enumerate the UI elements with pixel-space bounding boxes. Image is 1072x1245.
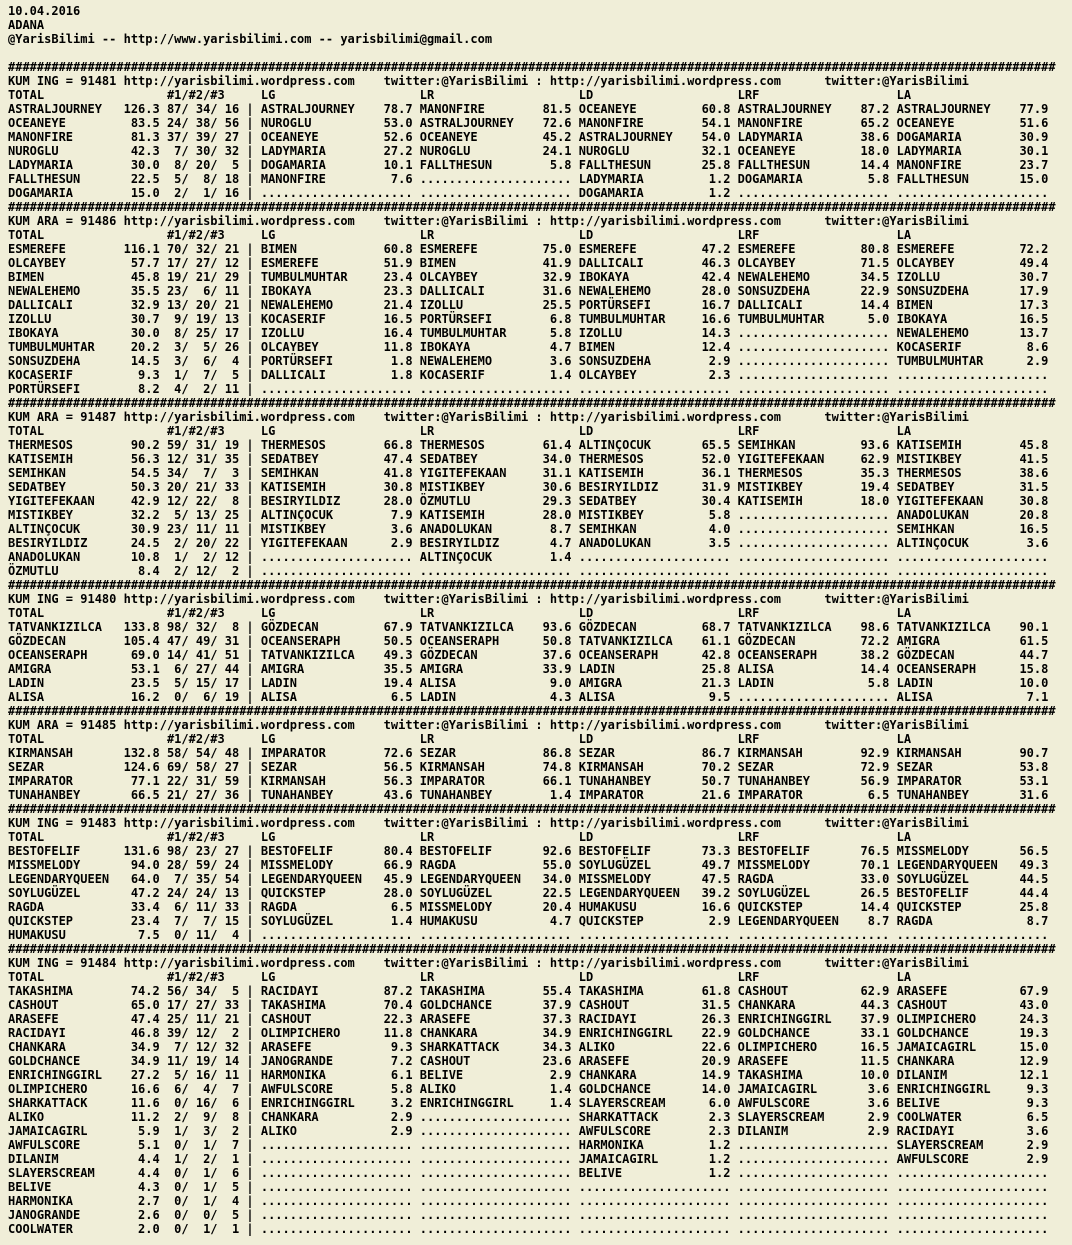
table-row: ASTRALJOURNEY 126.3 87/ 34/ 16 | ASTRALJOURNEY 78.7 MANONFIRE 81.5 OCEANEYE 60.8 ASTRALJOURNEY 87.2 ASTRALJOURNEY 77.9 <box>8 102 1056 116</box>
table-row: LADYMARIA 30.0 8/ 20/ 5 | DOGAMARIA 10.1 FALLTHESUN 5.8 FALLTHESUN 25.8 FALLTHESUN 14.4 MANONFIRE 23.7 <box>8 158 1056 172</box>
table-row: ESMEREFE 116.1 70/ 32/ 21 | BIMEN 60.8 ESMEREFE 75.0 ESMEREFE 47.2 ESMEREFE 80.8 ESMEREFE 72.2 <box>8 242 1056 256</box>
table-row: MANONFIRE 81.3 37/ 39/ 27 | OCEANEYE 52.6 OCEANEYE 45.2 ASTRALJOURNEY 54.0 LADYMARIA 38.6 DOGAMARIA 30.9 <box>8 130 1056 144</box>
table-row: OLCAYBEY 57.7 17/ 27/ 12 | ESMEREFE 51.9 BIMEN 41.9 DALLICALI 46.3 OLCAYBEY 71.5 OLCAYBEY 49.4 <box>8 256 1056 270</box>
table-row: SEZAR 124.6 69/ 58/ 27 | SEZAR 56.5 KIRMANSAH 74.8 KIRMANSAH 70.2 SEZAR 72.9 SEZAR 53.8 <box>8 760 1056 774</box>
sections-container <box>8 60 1072 1236</box>
table-row: YIGITEFEKAAN 42.9 12/ 22/ 8 | BESIRYILDIZ 28.0 ÖZMUTLU 29.3 SEDATBEY 30.4 KATISEMIH 18.0 YIGITEFEKAAN 30.8 <box>8 494 1056 508</box>
table-row: JANOGRANDE 2.6 0/ 0/ 5 | ..................... ..................... ..................... ..................... ..................... <box>8 1208 1056 1222</box>
table-row: KATISEMIH 56.3 12/ 31/ 35 | SEDATBEY 47.4 SEDATBEY 34.0 THERMESOS 52.0 YIGITEFEKAAN 62.9 MISTIKBEY 41.5 <box>8 452 1056 466</box>
table-row: BELIVE 4.3 0/ 1/ 5 | ..................... ..................... ..................... ..................... ..................... <box>8 1180 1056 1194</box>
table-row: RACIDAYI 46.8 39/ 12/ 2 | OLIMPICHERO 11.8 CHANKARA 34.9 ENRICHINGGIRL 22.9 GOLDCHANCE 33.1 GOLDCHANCE 19.3 <box>8 1026 1056 1040</box>
table-row: OCEANSERAPH 69.0 14/ 41/ 51 | TATVANKIZILCA 49.3 GÖZDECAN 37.6 OCEANSERAPH 42.8 OCEANSERAPH 38.2 GÖZDECAN 44.7 <box>8 648 1056 662</box>
table-row: TUNAHANBEY 66.5 21/ 27/ 36 | TUNAHANBEY 43.6 TUNAHANBEY 1.4 IMPARATOR 21.6 IMPARATOR 6.5 TUNAHANBEY 31.6 <box>8 788 1056 802</box>
section-separator: ################################################################################################################################################# <box>8 802 1056 816</box>
section-separator: ################################################################################################################################################# <box>8 704 1056 718</box>
section-title: KUM ING = 91481 http://yarisbilimi.wordpress.com twitter:@YarisBilimi : http://yarisbilimi.wordpress.com twitter:@YarisBilimi <box>8 74 969 88</box>
section-title: KUM ARA = 91485 http://yarisbilimi.wordpress.com twitter:@YarisBilimi : http://yarisbilimi.wordpress.com twitter:@YarisBilimi <box>8 718 969 732</box>
section-separator: ################################################################################################################################################# <box>8 578 1056 592</box>
table-row: LEGENDARYQUEEN 64.0 7/ 35/ 54 | LEGENDARYQUEEN 45.9 LEGENDARYQUEEN 34.0 MISSMELODY 47.5 RAGDA 33.0 SOYLUGÜZEL 44.5 <box>8 872 1056 886</box>
blank-line <box>8 46 1072 60</box>
section-title: KUM ARA = 91486 http://yarisbilimi.wordpress.com twitter:@YarisBilimi : http://yarisbilimi.wordpress.com twitter:@YarisBilimi <box>8 214 969 228</box>
table-row: GOLDCHANCE 34.9 11/ 19/ 14 | JANOGRANDE 7.2 CASHOUT 23.6 ARASEFE 20.9 ARASEFE 11.5 CHANKARA 12.9 <box>8 1054 1056 1068</box>
section-title: KUM ING = 91480 http://yarisbilimi.wordpress.com twitter:@YarisBilimi : http://yarisbilimi.wordpress.com twitter:@YarisBilimi <box>8 592 969 606</box>
table-row: JAMAICAGIRL 5.9 1/ 3/ 2 | ALIKO 2.9 ..................... AWFULSCORE 2.3 DILANIM 2.9 RACIDAYI 3.6 <box>8 1124 1056 1138</box>
report-location: ADANA <box>8 18 45 32</box>
table-row: IZOLLU 30.7 9/ 19/ 13 | KOCASERIF 16.5 PORTÜRSEFI 6.8 TUMBULMUHTAR 16.6 TUMBULMUHTAR 5.0 IBOKAYA 16.5 <box>8 312 1056 326</box>
table-row: AMIGRA 53.1 6/ 27/ 44 | AMIGRA 35.5 AMIGRA 33.9 LADIN 25.8 ALISA 14.4 OCEANSERAPH 15.8 <box>8 662 1056 676</box>
table-row: GÖZDECAN 105.4 47/ 49/ 31 | OCEANSERAPH 50.5 OCEANSERAPH 50.8 TATVANKIZILCA 61.1 GÖZDECAN 72.2 AMIGRA 61.5 <box>8 634 1056 648</box>
table-row: BESTOFELIF 131.6 98/ 23/ 27 | BESTOFELIF 80.4 BESTOFELIF 92.6 BESTOFELIF 73.3 BESTOFELIF 76.5 MISSMELODY 56.5 <box>8 844 1056 858</box>
table-row: FALLTHESUN 22.5 5/ 8/ 18 | MANONFIRE 7.6 ..................... LADYMARIA 1.2 DOGAMARIA 5.8 FALLTHESUN 15.0 <box>8 172 1056 186</box>
table-row: PORTÜRSEFI 8.2 4/ 2/ 11 | ..................... ..................... ..................... ..................... ..................... <box>8 382 1056 396</box>
table-row: TATVANKIZILCA 133.8 98/ 32/ 8 | GÖZDECAN 67.9 TATVANKIZILCA 93.6 GÖZDECAN 68.7 TATVANKIZILCA 98.6 TATVANKIZILCA 90.1 <box>8 620 1056 634</box>
section-separator: ################################################################################################################################################# <box>8 200 1056 214</box>
section-title: KUM ING = 91483 http://yarisbilimi.wordpress.com twitter:@YarisBilimi : http://yarisbilimi.wordpress.com twitter:@YarisBilimi <box>8 816 969 830</box>
column-header: TOTAL #1/#2/#3 LG LR LD LRF LA <box>8 732 912 746</box>
column-header: TOTAL #1/#2/#3 LG LR LD LRF LA <box>8 830 912 844</box>
table-row: SOYLUGÜZEL 47.2 24/ 24/ 13 | QUICKSTEP 28.0 SOYLUGÜZEL 22.5 LEGENDARYQUEEN 39.2 SOYLUGÜZEL 26.5 BESTOFELIF 44.4 <box>8 886 1056 900</box>
table-row: RAGDA 33.4 6/ 11/ 33 | RAGDA 6.5 MISSMELODY 20.4 HUMAKUSU 16.6 QUICKSTEP 14.4 QUICKSTEP 25.8 <box>8 900 1056 914</box>
table-row: HUMAKUSU 7.5 0/ 11/ 4 | ..................... ..................... ..................... ..................... ..................... <box>8 928 1056 942</box>
section-separator: ################################################################################################################################################# <box>8 60 1056 74</box>
table-row: LADIN 23.5 5/ 15/ 17 | LADIN 19.4 ALISA 9.0 AMIGRA 21.3 LADIN 5.8 LADIN 10.0 <box>8 676 1056 690</box>
table-row: IBOKAYA 30.0 8/ 25/ 17 | IZOLLU 16.4 TUMBULMUHTAR 5.8 IZOLLU 14.3 ..................... NEWALEHEMO 13.7 <box>8 326 1056 340</box>
table-row: SLAYERSCREAM 4.4 0/ 1/ 6 | ..................... ..................... BELIVE 1.2 ..................... ..................... <box>8 1166 1056 1180</box>
table-row: ALISA 16.2 0/ 6/ 19 | ALISA 6.5 LADIN 4.3 ALISA 9.5 ..................... ALISA 7.1 <box>8 690 1056 704</box>
table-row: CHANKARA 34.9 7/ 12/ 32 | ARASEFE 9.3 SHARKATTACK 34.3 ALIKO 22.6 OLIMPICHERO 16.5 JAMAICAGIRL 15.0 <box>8 1040 1056 1054</box>
column-header: TOTAL #1/#2/#3 LG LR LD LRF LA <box>8 228 912 242</box>
table-row: SEDATBEY 50.3 20/ 21/ 33 | KATISEMIH 30.8 MISTIKBEY 30.6 BESIRYILDIZ 31.9 MISTIKBEY 19.4 SEDATBEY 31.5 <box>8 480 1056 494</box>
section-separator: ################################################################################################################################################# <box>8 942 1056 956</box>
table-row: ALIKO 11.2 2/ 9/ 8 | CHANKARA 2.9 ..................... SHARKATTACK 2.3 SLAYERSCREAM 2.9 COOLWATER 6.5 <box>8 1110 1056 1124</box>
column-header: TOTAL #1/#2/#3 LG LR LD LRF LA <box>8 88 912 102</box>
table-row: OCEANEYE 83.5 24/ 38/ 56 | NUROGLU 53.0 ASTRALJOURNEY 72.6 MANONFIRE 54.1 MANONFIRE 65.2 OCEANEYE 51.6 <box>8 116 1056 130</box>
table-row: NEWALEHEMO 35.5 23/ 6/ 11 | IBOKAYA 23.3 DALLICALI 31.6 NEWALEHEMO 28.0 SONSUZDEHA 22.9 SONSUZDEHA 17.9 <box>8 284 1056 298</box>
table-row: IMPARATOR 77.1 22/ 31/ 59 | KIRMANSAH 56.3 IMPARATOR 66.1 TUNAHANBEY 50.7 TUNAHANBEY 56.9 IMPARATOR 53.1 <box>8 774 1056 788</box>
table-row: ENRICHINGGIRL 27.2 5/ 16/ 11 | HARMONIKA 6.1 BELIVE 2.9 CHANKARA 14.9 TAKASHIMA 10.0 DILANIM 12.1 <box>8 1068 1056 1082</box>
table-row: ARASEFE 47.4 25/ 11/ 21 | CASHOUT 22.3 ARASEFE 37.3 RACIDAYI 26.3 ENRICHINGGIRL 37.9 OLIMPICHERO 24.3 <box>8 1012 1056 1026</box>
section-title: KUM ING = 91484 http://yarisbilimi.wordpress.com twitter:@YarisBilimi : http://yarisbilimi.wordpress.com twitter:@YarisBilimi <box>8 956 969 970</box>
table-row: BIMEN 45.8 19/ 21/ 29 | TUMBULMUHTAR 23.4 OLCAYBEY 32.9 IBOKAYA 42.4 NEWALEHEMO 34.5 IZOLLU 30.7 <box>8 270 1056 284</box>
table-row: MISSMELODY 94.0 28/ 59/ 24 | MISSMELODY 66.9 RAGDA 55.0 SOYLUGÜZEL 49.7 MISSMELODY 70.1 LEGENDARYQUEEN 49.3 <box>8 858 1056 872</box>
table-row: HARMONIKA 2.7 0/ 1/ 4 | ..................... ..................... ..................... ..................... ..................... <box>8 1194 1056 1208</box>
column-header: TOTAL #1/#2/#3 LG LR LD LRF LA <box>8 970 912 984</box>
table-row: KOCASERIF 9.3 1/ 7/ 5 | DALLICALI 1.8 KOCASERIF 1.4 OLCAYBEY 2.3 ..................... ..................... <box>8 368 1056 382</box>
table-row: DALLICALI 32.9 13/ 20/ 21 | NEWALEHEMO 21.4 IZOLLU 25.5 PORTÜRSEFI 16.7 DALLICALI 14.4 BIMEN 17.3 <box>8 298 1056 312</box>
table-row: COOLWATER 2.0 0/ 1/ 1 | ..................... ..................... ..................... ..................... ..................... <box>8 1222 1056 1236</box>
section-title: KUM ARA = 91487 http://yarisbilimi.wordpress.com twitter:@YarisBilimi : http://yarisbilimi.wordpress.com twitter:@YarisBilimi <box>8 410 969 424</box>
section-separator: ################################################################################################################################################# <box>8 396 1056 410</box>
table-row: QUICKSTEP 23.4 7/ 7/ 15 | SOYLUGÜZEL 1.4 HUMAKUSU 4.7 QUICKSTEP 2.9 LEGENDARYQUEEN 8.7 RAGDA 8.7 <box>8 914 1056 928</box>
table-row: OLIMPICHERO 16.6 6/ 4/ 7 | AWFULSCORE 5.8 ALIKO 1.4 GOLDCHANCE 14.0 JAMAICAGIRL 3.6 ENRICHINGGIRL 9.3 <box>8 1082 1056 1096</box>
table-row: AWFULSCORE 5.1 0/ 1/ 7 | ..................... ..................... HARMONIKA 1.2 ..................... SLAYERSCREAM 2.9 <box>8 1138 1056 1152</box>
table-row: BESIRYILDIZ 24.5 2/ 20/ 22 | YIGITEFEKAAN 2.9 BESIRYILDIZ 4.7 ANADOLUKAN 3.5 ..................... ALTINÇOCUK 3.6 <box>8 536 1056 550</box>
table-row: NUROGLU 42.3 7/ 30/ 32 | LADYMARIA 27.2 NUROGLU 24.1 NUROGLU 32.1 OCEANEYE 18.0 LADYMARIA 30.1 <box>8 144 1056 158</box>
table-row: ANADOLUKAN 10.8 1/ 2/ 12 | ..................... ALTINÇOCUK 1.4 ..................... ..................... ..................... <box>8 550 1056 564</box>
table-row: SHARKATTACK 11.6 0/ 16/ 6 | ENRICHINGGIRL 3.2 ENRICHINGGIRL 1.4 SLAYERSCREAM 6.0 AWFULSCORE 3.6 BELIVE 9.3 <box>8 1096 1056 1110</box>
table-row: SONSUZDEHA 14.5 3/ 6/ 4 | PORTÜRSEFI 1.8 NEWALEHEMO 3.6 SONSUZDEHA 2.9 ..................... TUMBULMUHTAR 2.9 <box>8 354 1056 368</box>
table-row: ÖZMUTLU 8.4 2/ 12/ 2 | ..................... ..................... ..................... ..................... ..................... <box>8 564 1056 578</box>
column-header: TOTAL #1/#2/#3 LG LR LD LRF LA <box>8 606 912 620</box>
column-header: TOTAL #1/#2/#3 LG LR LD LRF LA <box>8 424 912 438</box>
report-date: 10.04.2016 <box>8 4 81 18</box>
table-row: ALTINÇOCUK 30.9 23/ 11/ 11 | MISTIKBEY 3.6 ANADOLUKAN 8.7 SEMIHKAN 4.0 ..................... SEMIHKAN 16.5 <box>8 522 1056 536</box>
table-row: DILANIM 4.4 1/ 2/ 1 | ..................... ..................... JAMAICAGIRL 1.2 ..................... AWFULSCORE 2.9 <box>8 1152 1056 1166</box>
table-row: SEMIHKAN 54.5 34/ 7/ 3 | SEMIHKAN 41.8 YIGITEFEKAAN 31.1 KATISEMIH 36.1 THERMESOS 35.3 THERMESOS 38.6 <box>8 466 1056 480</box>
table-row: THERMESOS 90.2 59/ 31/ 19 | THERMESOS 66.8 THERMESOS 61.4 ALTINÇOCUK 65.5 SEMIHKAN 93.6 KATISEMIH 45.8 <box>8 438 1056 452</box>
table-row: TUMBULMUHTAR 20.2 3/ 5/ 26 | OLCAYBEY 11.8 IBOKAYA 4.7 BIMEN 12.4 ..................... KOCASERIF 8.6 <box>8 340 1056 354</box>
table-row: DOGAMARIA 15.0 2/ 1/ 16 | ..................... ..................... DOGAMARIA 1.2 ..................... ..................... <box>8 186 1056 200</box>
table-row: CASHOUT 65.0 17/ 27/ 33 | TAKASHIMA 70.4 GOLDCHANCE 37.9 CASHOUT 31.5 CHANKARA 44.3 CASHOUT 43.0 <box>8 998 1056 1012</box>
report-contact: @YarisBilimi -- http://www.yarisbilimi.com -- yarisbilimi@gmail.com <box>8 32 493 46</box>
table-row: TAKASHIMA 74.2 56/ 34/ 5 | RACIDAYI 87.2 TAKASHIMA 55.4 TAKASHIMA 61.8 CASHOUT 62.9 ARASEFE 67.9 <box>8 984 1056 998</box>
table-row: MISTIKBEY 32.2 5/ 13/ 25 | ALTINÇOCUK 7.9 KATISEMIH 28.0 MISTIKBEY 5.8 ..................... ANADOLUKAN 20.8 <box>8 508 1056 522</box>
table-row: KIRMANSAH 132.8 58/ 54/ 48 | IMPARATOR 72.6 SEZAR 86.8 SEZAR 86.7 KIRMANSAH 92.9 KIRMANSAH 90.7 <box>8 746 1056 760</box>
